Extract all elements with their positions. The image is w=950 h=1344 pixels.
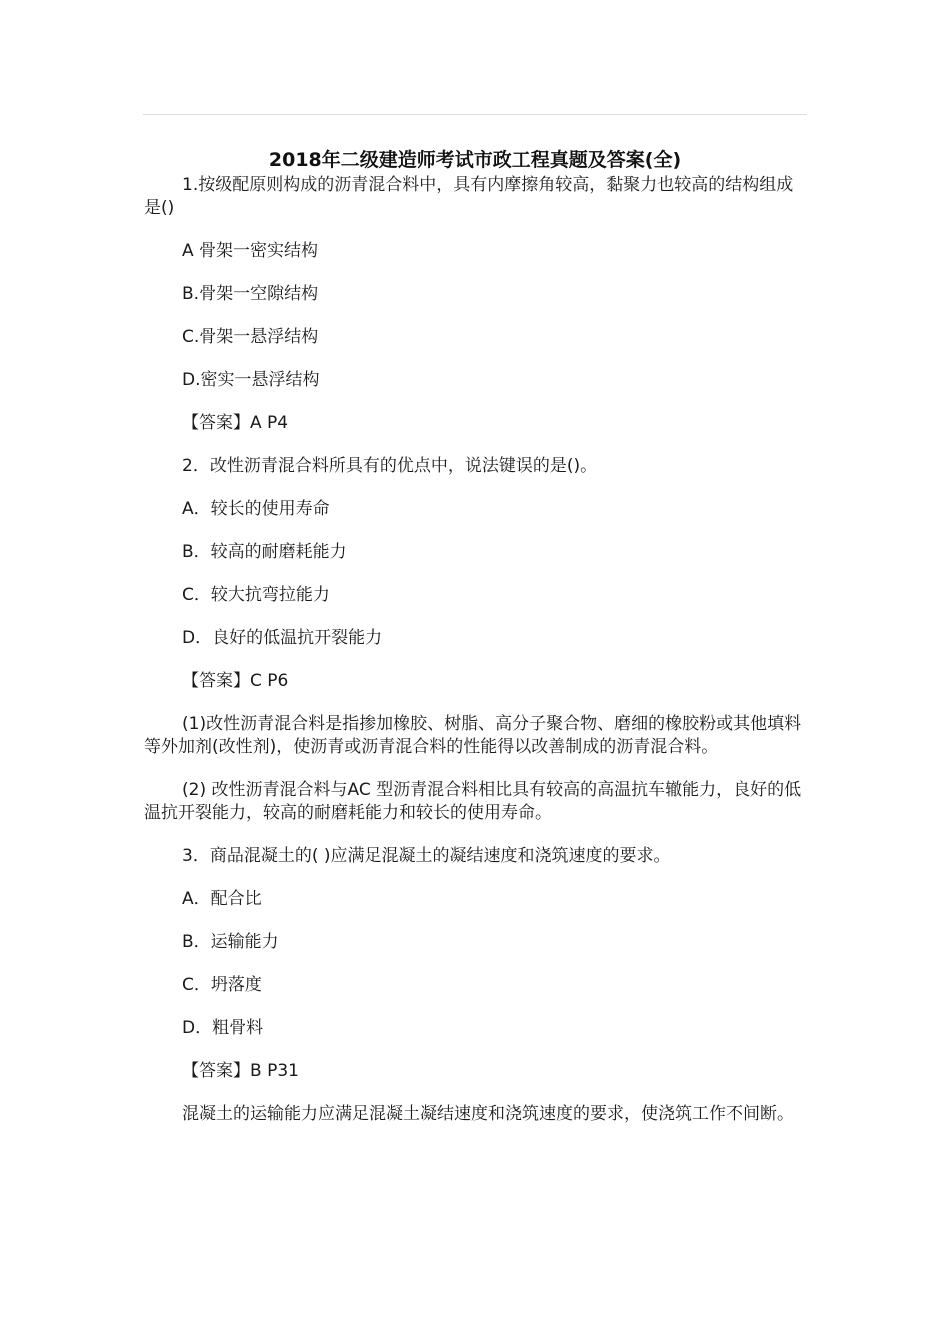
question-2-option-d: D．良好的低温抗开裂能力	[182, 628, 383, 648]
question-2-option-c: C．较大抗弯拉能力	[182, 585, 330, 605]
document-title: 2018年二级建造师考试市政工程真题及答案(全)	[268, 149, 682, 171]
question-3-explanation: 混凝土的运输能力应满足混凝土凝结速度和浇筑速度的要求，使浇筑工作不间断。	[182, 1104, 794, 1124]
question-3-option-c: C．坍落度	[182, 975, 262, 995]
question-2-option-b: B．较高的耐磨耗能力	[182, 542, 347, 562]
question-3-answer: 【答案】B P31	[182, 1061, 299, 1081]
question-1-answer: 【答案】A P4	[182, 413, 289, 433]
document-body	[144, 146, 806, 1126]
question-1-option-d: D.密实一悬浮结构	[182, 370, 320, 390]
question-3-option-d: D．粗骨料	[182, 1018, 264, 1038]
question-3-stem: 3．商品混凝土的( )应满足混凝土的凝结速度和浇筑速度的要求。	[182, 846, 671, 866]
question-3-option-b: B．运输能力	[182, 932, 279, 952]
question-2-answer: 【答案】C P6	[182, 671, 289, 691]
header-divider	[143, 114, 807, 115]
question-2-explanation-2: (2) 改性沥青混合料与AC 型沥青混合料相比具有较高的高温抗车辙能力，良好的低温抗开裂能力，较高的耐磨耗能力和较长的使用寿命。	[144, 780, 802, 823]
question-1-stem: 1.按级配原则构成的沥青混合料中，具有内摩擦角较高，黏聚力也较高的结构组成是()	[144, 175, 794, 218]
question-2-stem: 2．改性沥青混合料所具有的优点中，说法键误的是()。	[182, 456, 598, 476]
question-1-option-c: C.骨架一悬浮结构	[182, 327, 319, 347]
question-2-option-a: A．较长的使用寿命	[182, 499, 330, 519]
question-3-option-a: A．配合比	[182, 889, 262, 909]
question-1-option-a: A 骨架一密实结构	[182, 241, 319, 261]
question-2-explanation-1: (1)改性沥青混合料是指掺加橡胶、树脂、高分子聚合物、磨细的橡胶粉或其他填料等外加剂(改性剂)，使沥青或沥青混合料的性能得以改善制成的沥青混合料。	[144, 714, 802, 757]
question-1-option-b: B.骨架一空隙结构	[182, 284, 319, 304]
